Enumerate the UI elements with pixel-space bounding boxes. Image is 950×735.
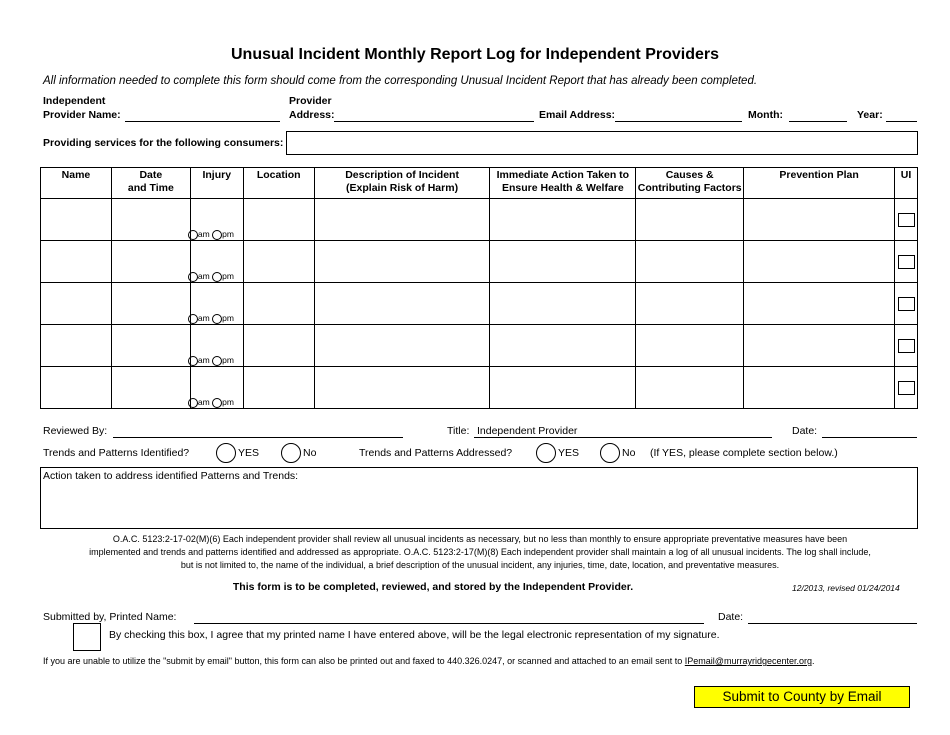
cell-description[interactable]: [314, 241, 490, 283]
header-ui: UI: [894, 168, 917, 199]
ampm-selector: am pm: [188, 229, 234, 240]
header-injury: Injury: [190, 168, 243, 199]
cell-immediate-action[interactable]: [490, 199, 636, 241]
cell-date-time[interactable]: [111, 325, 234, 367]
reviewed-by-input[interactable]: [113, 424, 403, 438]
header-date-time: Date and Time: [111, 168, 190, 199]
cell-immediate-action[interactable]: [490, 283, 636, 325]
incident-log-table: [40, 167, 918, 409]
cell-prevention-plan[interactable]: [744, 241, 895, 283]
signature-date-label: Date:: [718, 611, 744, 623]
ui-checkbox[interactable]: [898, 381, 915, 395]
table-row: [41, 241, 918, 283]
year-input[interactable]: [886, 108, 917, 122]
ui-checkbox[interactable]: [898, 297, 915, 311]
cell-ui: [894, 325, 917, 367]
consumers-input[interactable]: [286, 131, 918, 155]
form-title: Unusual Incident Monthly Report Log for Independent Providers: [230, 46, 719, 63]
cell-ui: [894, 241, 917, 283]
cell-immediate-action[interactable]: [490, 241, 636, 283]
cell-ui: [894, 199, 917, 241]
cell-ui: [894, 283, 917, 325]
cell-prevention-plan[interactable]: [744, 199, 895, 241]
cell-name[interactable]: [41, 241, 112, 283]
revision-date: 12/2013, revised 01/24/2014: [792, 583, 900, 593]
header-name: Name: [41, 168, 112, 199]
header-location: Location: [243, 168, 314, 199]
ampm-selector: am pm: [188, 271, 234, 282]
action-taken-label: Action taken to address identified Patterns and Trends:: [43, 470, 299, 482]
review-date-label: Date:: [792, 425, 818, 437]
submitted-by-label: Submitted by, Printed Name:: [43, 611, 177, 623]
email-link[interactable]: IPemail@murrayridgecenter.org: [684, 656, 812, 666]
cell-injury[interactable]: [190, 199, 243, 241]
cell-causes[interactable]: [636, 199, 744, 241]
cell-injury[interactable]: [190, 325, 243, 367]
cell-prevention-plan[interactable]: [744, 325, 895, 367]
ampm-selector: am pm: [188, 313, 234, 324]
header-causes: Causes & Contributing Factors: [636, 168, 744, 199]
cell-injury[interactable]: [190, 283, 243, 325]
ampm-selector: am pm: [188, 397, 234, 408]
cell-location[interactable]: [243, 241, 314, 283]
cell-name[interactable]: [41, 367, 112, 409]
cell-description[interactable]: [314, 283, 490, 325]
cell-location[interactable]: [243, 199, 314, 241]
cell-injury[interactable]: [190, 367, 243, 409]
trends-identified-yes-radio[interactable]: [216, 443, 236, 463]
cell-name[interactable]: [41, 199, 112, 241]
cell-date-time[interactable]: [111, 241, 234, 283]
provider-name-label: Independent Provider Name:: [43, 95, 121, 121]
review-date-input[interactable]: [822, 424, 917, 438]
reviewed-by-label: Reviewed By:: [43, 425, 108, 437]
provider-address-input[interactable]: [334, 108, 534, 122]
ui-checkbox[interactable]: [898, 339, 915, 353]
ui-checkbox[interactable]: [898, 255, 915, 269]
provider-address-label: Provider Address:: [289, 95, 335, 121]
cell-prevention-plan[interactable]: [744, 367, 895, 409]
trends-identified-no-label: No: [303, 447, 317, 459]
cell-description[interactable]: [314, 325, 490, 367]
signature-agree-text: By checking this box, I agree that my printed name I have entered above, will be the legal electronic representation of my signature.: [109, 629, 720, 641]
title-input[interactable]: Independent Provider: [474, 424, 772, 438]
trends-addressed-yes-label: YES: [558, 447, 580, 459]
fax-note: If you are unable to utilize the "submit by email" button, this form can also be printed out and faxed to 440.326.0247, or scanned and attached to an email sent to IPemail@murrayridgecenter.org.: [43, 656, 815, 666]
legal-text: O.A.C. 5123:2-17-02(M)(6) Each independent provider shall review all unusual incidents as necessary, but no less than monthly to ensure appropriate preventative measures have been implemented and trends and patterns identified and addressed as appropriate. O.A.C. 5123:2-17(M)(8) Each independent provider shall maintain a log of all unusual incidents. The log shall include, but is not limited to, the name of the individual, a brief description of the unusual incident, any injuries, time, date, location, and preventative measures.: [89, 534, 871, 570]
table-row: [41, 283, 918, 325]
submit-by-email-button[interactable]: Submit to County by Email: [694, 686, 910, 708]
cell-causes[interactable]: [636, 325, 744, 367]
provider-name-input[interactable]: [125, 108, 280, 122]
cell-description[interactable]: [314, 199, 490, 241]
ui-checkbox[interactable]: [898, 213, 915, 227]
cell-date-time[interactable]: [111, 367, 234, 409]
cell-immediate-action[interactable]: [490, 325, 636, 367]
month-label: Month:: [748, 109, 783, 121]
header-prevention-plan: Prevention Plan: [744, 168, 895, 199]
email-label: Email Address:: [539, 109, 616, 121]
cell-causes[interactable]: [636, 367, 744, 409]
month-input[interactable]: [789, 108, 847, 122]
title-label: Title:: [447, 425, 470, 437]
table-row: [41, 199, 918, 241]
form-statement: This form is to be completed, reviewed, and stored by the Independent Provider.: [232, 581, 634, 593]
cell-location[interactable]: [243, 325, 314, 367]
table-header-row: [41, 168, 918, 199]
email-input[interactable]: [615, 108, 742, 122]
year-label: Year:: [857, 109, 883, 121]
header-description: Description of Incident (Explain Risk of Harm): [314, 168, 490, 199]
cell-date-time[interactable]: [111, 283, 234, 325]
cell-injury[interactable]: [190, 241, 243, 283]
cell-immediate-action[interactable]: [490, 367, 636, 409]
cell-causes[interactable]: [636, 283, 744, 325]
submitted-by-input[interactable]: [194, 610, 704, 624]
signature-agree-checkbox[interactable]: [73, 623, 101, 651]
form-subtitle: All information needed to complete this form should come from the corresponding Unusual Incident Report that has already been completed.: [43, 75, 758, 87]
header-immediate-action: Immediate Action Taken to Ensure Health & Welfare: [490, 168, 636, 199]
trends-identified-yes-label: YES: [238, 447, 260, 459]
cell-description[interactable]: [314, 367, 490, 409]
trends-addressed-yes-radio[interactable]: [536, 443, 556, 463]
cell-location[interactable]: [243, 283, 314, 325]
action-taken-textarea[interactable]: [40, 467, 918, 529]
cell-location[interactable]: [243, 367, 314, 409]
if-yes-note: (If YES, please complete section below.): [650, 447, 838, 459]
cell-causes[interactable]: [636, 241, 744, 283]
cell-prevention-plan[interactable]: [744, 283, 895, 325]
ampm-selector: am pm: [188, 355, 234, 366]
trends-addressed-label: Trends and Patterns Addressed?: [359, 447, 513, 459]
cell-ui: [894, 367, 917, 409]
consumers-label: Providing services for the following consumers:: [43, 137, 284, 149]
trends-addressed-no-radio[interactable]: [600, 443, 620, 463]
trends-identified-no-radio[interactable]: [281, 443, 301, 463]
cell-name[interactable]: [41, 283, 112, 325]
cell-date-time[interactable]: [111, 199, 234, 241]
table-row: [41, 325, 918, 367]
trends-identified-label: Trends and Patterns Identified?: [43, 447, 190, 459]
cell-name[interactable]: [41, 325, 112, 367]
trends-addressed-no-label: No: [622, 447, 636, 459]
signature-date-input[interactable]: [748, 610, 917, 624]
table-row: [41, 367, 918, 409]
